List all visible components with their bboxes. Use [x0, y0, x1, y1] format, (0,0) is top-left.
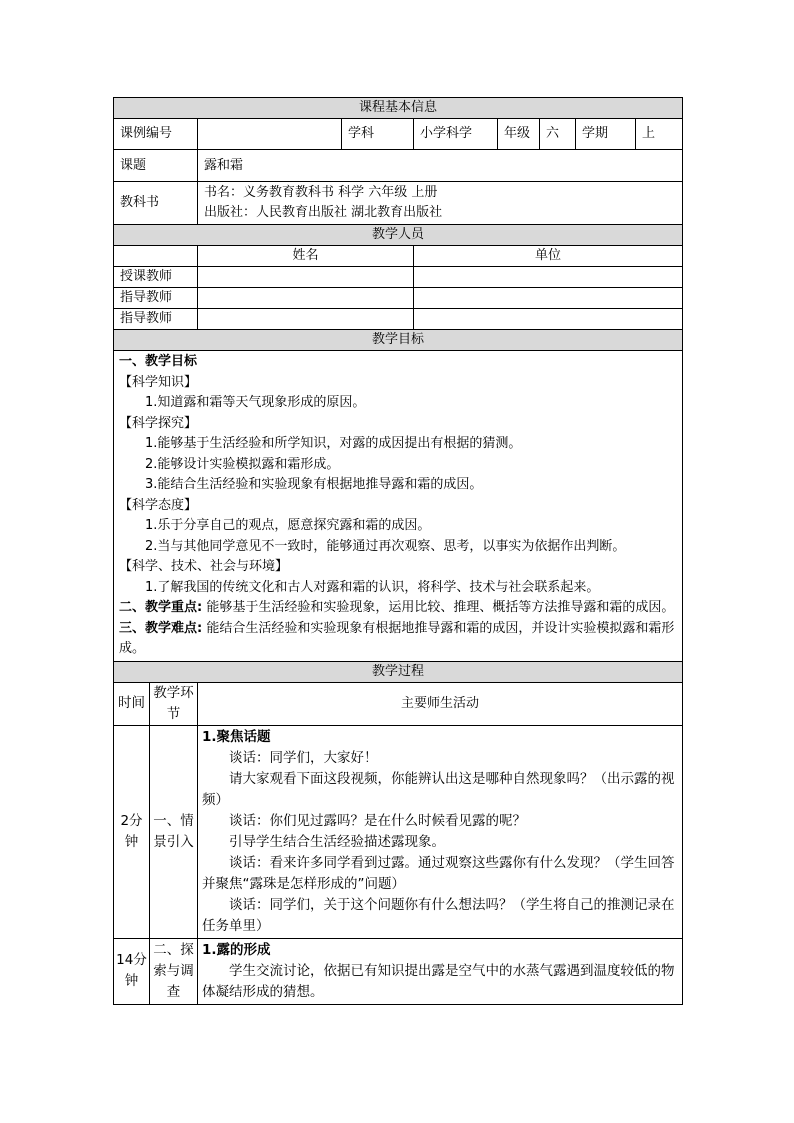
basic-info-header: 课程基本信息 [114, 98, 683, 119]
difficulty [119, 619, 677, 660]
lesson-plan-table [113, 97, 683, 1005]
term-value: 上 [636, 119, 683, 150]
subject-value: 小学科学 [414, 119, 498, 150]
difficulty-label: 三、教学难点: [119, 620, 203, 636]
staff-role: 指导教师 [114, 288, 198, 309]
activity-line: 谈话：同学们，关于这个问题你有什么想法吗？（学生将自己的推测记录在任务单里） [202, 896, 675, 934]
attitude-item: 1.乐于分享自己的观点，愿意探究露和霜的成因。 [145, 518, 431, 533]
inquiry-item: 2.能够设计实验模拟露和霜形成。 [145, 456, 340, 472]
process-col-activity: 主要师生活动 [198, 682, 683, 725]
textbook-label: 教科书 [114, 182, 198, 225]
inquiry-item: 3.能结合生活经验和实验现象有根据地推导露和霜的成因。 [145, 477, 483, 492]
textbook-line-1: 书名：义务教育教科书 科学 六年级 上册 [204, 185, 438, 200]
process-col-time: 时间 [114, 682, 150, 725]
staff-unit [414, 267, 683, 288]
inquiry-item: 1.能够基于生活经验和所学知识，对露的成因提出有根据的猜测。 [145, 436, 522, 451]
process-col-stage: 教学环节 [150, 682, 198, 725]
staff-name [198, 288, 414, 309]
term-label: 学期 [576, 119, 636, 150]
case-no-label: 课例编号 [114, 119, 198, 150]
inquiry-title: 【科学探究】 [119, 415, 198, 431]
topic-value: 露和霜 [198, 150, 683, 182]
staff-unit [414, 288, 683, 309]
staff-unit [414, 309, 683, 330]
attitude-item: 2.当与其他同学意见不一致时，能够通过再次观察、思考，以事实为依据作出判断。 [145, 538, 626, 554]
stage-time: 14分钟 [114, 938, 150, 1004]
stage-time: 2分钟 [114, 725, 150, 938]
activity-line: 学生交流讨论，依据已有知识提出露是空气中的水蒸气露遇到温度较低的物体凝结形成的猜想。 [202, 962, 675, 1000]
staff-name [198, 309, 414, 330]
subject-label: 学科 [342, 119, 414, 150]
goals-header: 教学目标 [114, 330, 683, 351]
staff-header: 教学人员 [114, 225, 683, 246]
stage-activity [198, 725, 683, 938]
textbook-line-2: 出版社：人民教育出版社 湖北教育出版社 [204, 205, 443, 220]
stse-item: 1.了解我国的传统文化和古人对露和霜的认识，将科学、技术与社会联系起来。 [145, 579, 600, 595]
activity-line: 谈话：你们见过露吗？是在什么时候看见露的呢？ [229, 812, 526, 829]
stage-name: 一、情景引入 [150, 725, 198, 938]
goal-title: 一、教学目标 [119, 354, 198, 369]
staff-corner [114, 246, 198, 267]
grade-label: 年级 [498, 119, 540, 150]
goals-content [114, 351, 683, 662]
textbook-value [198, 182, 683, 225]
stse-title: 【科学、技术、社会与环境】 [119, 559, 289, 574]
stage-activity-title: 1.聚焦话题 [202, 728, 271, 745]
staff-name [198, 267, 414, 288]
staff-col-name: 姓名 [198, 246, 414, 267]
stage-activity-title: 1.露的形成 [202, 941, 271, 958]
staff-role: 授课教师 [114, 267, 198, 288]
staff-col-unit: 单位 [414, 246, 683, 267]
knowledge-item: 1.知道露和霜等天气现象形成的原因。 [145, 395, 366, 410]
case-no-value [198, 119, 342, 150]
key-point-label: 二、教学重点: [119, 600, 203, 615]
stage-activity [198, 938, 683, 1004]
grade-value: 六 [540, 119, 576, 150]
activity-line: 谈话：同学们，大家好！ [229, 749, 378, 766]
process-header: 教学过程 [114, 661, 683, 682]
knowledge-title: 【科学知识】 [119, 374, 198, 390]
staff-role: 指导教师 [114, 309, 198, 330]
stage-name: 二、探索与调查 [150, 938, 198, 1004]
topic-label: 课题 [114, 150, 198, 182]
activity-line: 谈话：看来许多同学看到过露。通过观察这些露你有什么发现？（学生回答并聚焦“露珠是怎样形成的”问题） [202, 854, 675, 892]
key-point [119, 598, 677, 619]
activity-line: 请大家观看下面这段视频，你能辨认出这是哪种自然现象吗？（出示露的视频） [202, 770, 675, 808]
activity-line: 引导学生结合生活经验描述露现象。 [229, 833, 445, 850]
difficulty-text: 能结合生活经验和实验现象有根据地推导露和霜的成因，并设计实验模拟露和霜形成。 [119, 620, 675, 656]
key-point-text: 能够基于生活经验和实验现象，运用比较、推理、概括等方法推导露和霜的成因。 [202, 600, 675, 615]
attitude-title: 【科学态度】 [119, 497, 198, 513]
